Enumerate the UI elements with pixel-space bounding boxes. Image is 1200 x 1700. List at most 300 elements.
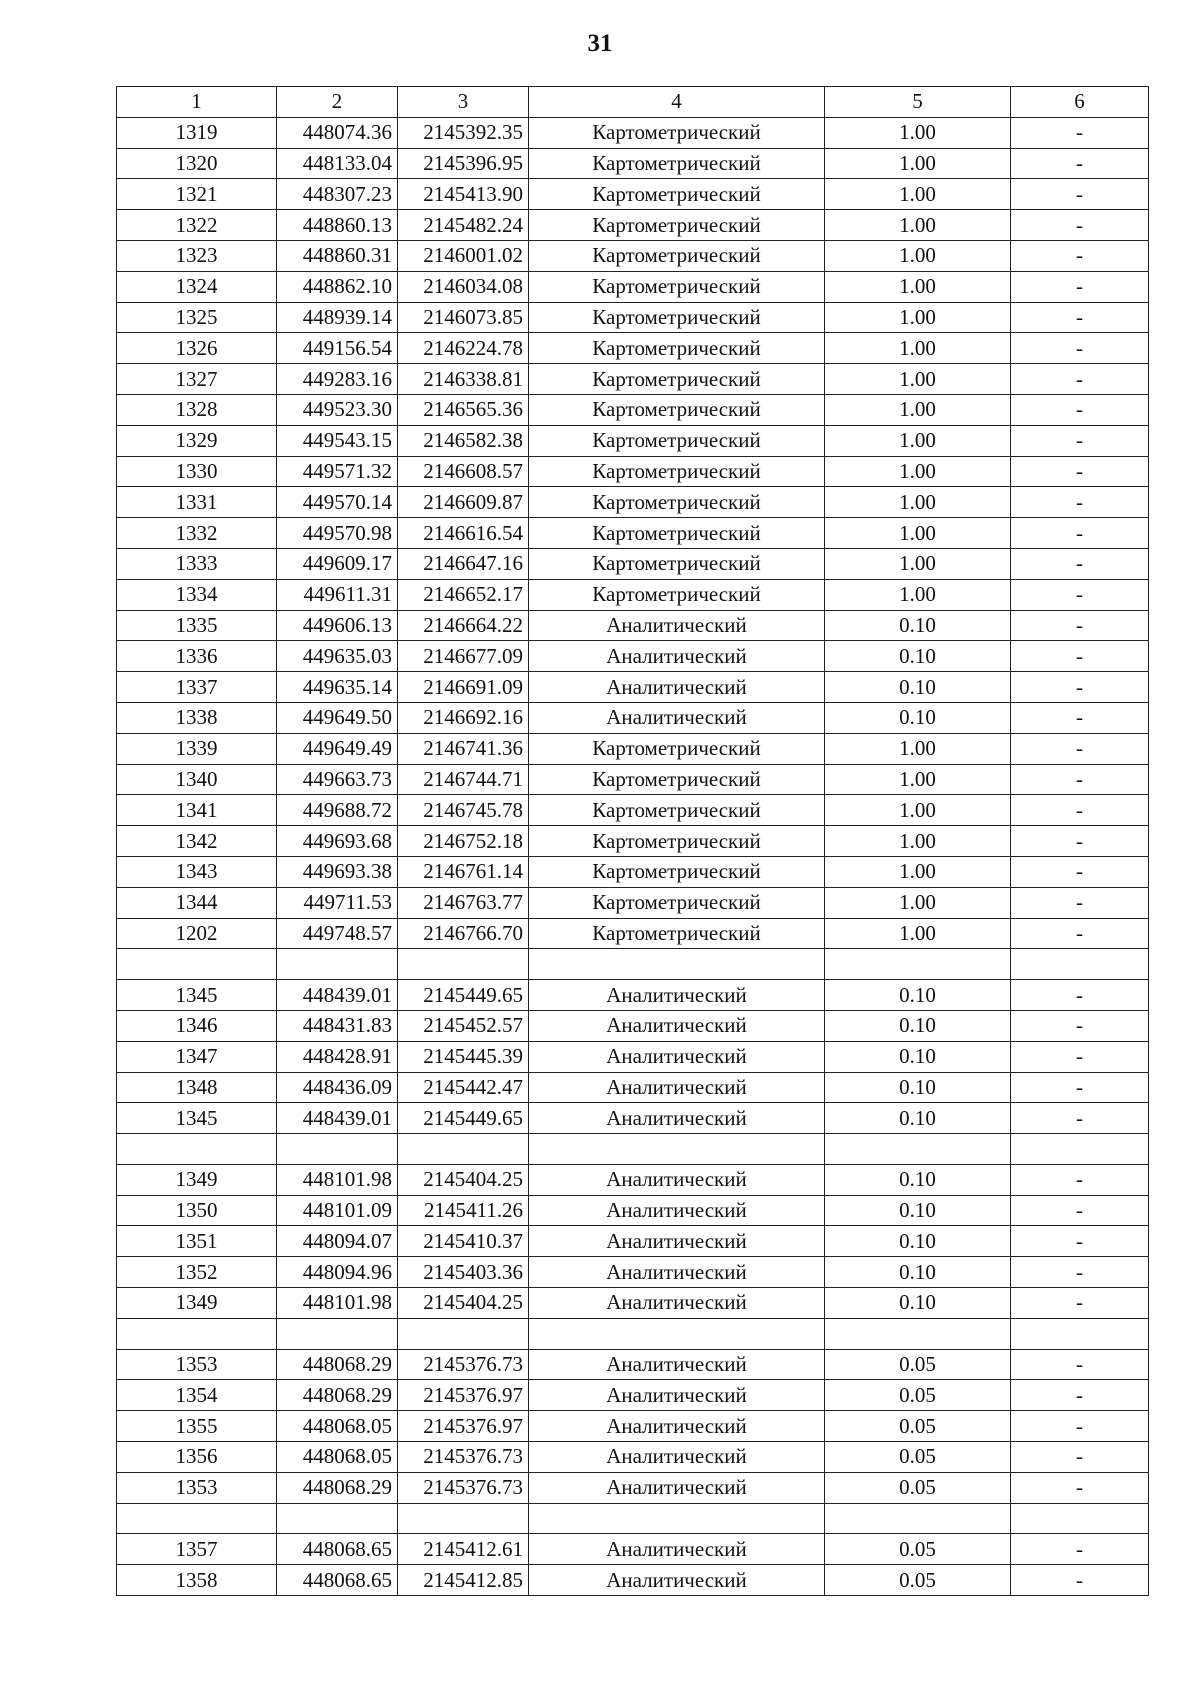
table-row	[117, 918, 1149, 949]
cell-point-number: 1202	[117, 918, 277, 949]
cell-point-number: 1348	[117, 1072, 277, 1103]
cell-method: Аналитический	[529, 1226, 825, 1257]
cell-note: -	[1011, 764, 1149, 795]
cell-y-coordinate: 2145412.61	[398, 1534, 529, 1565]
cell-method: Аналитический	[529, 1442, 825, 1473]
cell-point-number: 1335	[117, 610, 277, 641]
cell-y-coordinate: 2145445.39	[398, 1041, 529, 1072]
cell-point-number: 1349	[117, 1164, 277, 1195]
cell-method: Картометрический	[529, 456, 825, 487]
cell-method: Аналитический	[529, 1288, 825, 1319]
cell-point-number: 1336	[117, 641, 277, 672]
cell-y-coordinate: 2145376.97	[398, 1380, 529, 1411]
cell-method	[529, 1134, 825, 1165]
cell-accuracy: 1.00	[825, 456, 1011, 487]
cell-y-coordinate: 2146692.16	[398, 702, 529, 733]
cell-point-number: 1351	[117, 1226, 277, 1257]
cell-accuracy: 1.00	[825, 240, 1011, 271]
cell-x-coordinate: 448101.98	[277, 1164, 398, 1195]
cell-method: Картометрический	[529, 518, 825, 549]
cell-x-coordinate: 449748.57	[277, 918, 398, 949]
table-header	[117, 87, 1149, 118]
cell-accuracy: 0.05	[825, 1380, 1011, 1411]
cell-note: -	[1011, 148, 1149, 179]
cell-accuracy: 1.00	[825, 918, 1011, 949]
cell-x-coordinate: 449609.17	[277, 548, 398, 579]
cell-note: -	[1011, 240, 1149, 271]
cell-y-coordinate: 2145392.35	[398, 117, 529, 148]
cell-method: Картометрический	[529, 887, 825, 918]
cell-method: Картометрический	[529, 826, 825, 857]
cell-x-coordinate	[277, 1318, 398, 1349]
table-row	[117, 672, 1149, 703]
cell-y-coordinate	[398, 949, 529, 980]
cell-accuracy	[825, 1134, 1011, 1165]
cell-x-coordinate: 449571.32	[277, 456, 398, 487]
cell-method: Картометрический	[529, 302, 825, 333]
cell-accuracy: 0.05	[825, 1472, 1011, 1503]
cell-y-coordinate: 2146766.70	[398, 918, 529, 949]
table-row	[117, 394, 1149, 425]
cell-point-number: 1320	[117, 148, 277, 179]
cell-accuracy: 0.10	[825, 1010, 1011, 1041]
cell-x-coordinate: 448068.29	[277, 1349, 398, 1380]
cell-y-coordinate	[398, 1503, 529, 1534]
cell-accuracy: 1.00	[825, 733, 1011, 764]
cell-method: Картометрический	[529, 271, 825, 302]
cell-x-coordinate: 449156.54	[277, 333, 398, 364]
coordinates-table	[116, 86, 1149, 1596]
cell-x-coordinate: 448133.04	[277, 148, 398, 179]
cell-point-number: 1331	[117, 487, 277, 518]
cell-x-coordinate: 448101.09	[277, 1195, 398, 1226]
cell-method: Картометрический	[529, 425, 825, 456]
cell-accuracy: 0.10	[825, 1288, 1011, 1319]
cell-point-number: 1353	[117, 1349, 277, 1380]
table-row	[117, 764, 1149, 795]
cell-y-coordinate: 2146608.57	[398, 456, 529, 487]
cell-point-number: 1349	[117, 1288, 277, 1319]
cell-x-coordinate: 449635.03	[277, 641, 398, 672]
cell-note	[1011, 1134, 1149, 1165]
cell-x-coordinate: 448068.65	[277, 1534, 398, 1565]
cell-x-coordinate: 448307.23	[277, 179, 398, 210]
cell-method: Аналитический	[529, 1411, 825, 1442]
cell-point-number: 1329	[117, 425, 277, 456]
cell-x-coordinate: 449611.31	[277, 579, 398, 610]
cell-point-number	[117, 1318, 277, 1349]
cell-accuracy: 1.00	[825, 425, 1011, 456]
cell-y-coordinate: 2145404.25	[398, 1164, 529, 1195]
cell-method: Аналитический	[529, 1103, 825, 1134]
cell-point-number: 1339	[117, 733, 277, 764]
table-row	[117, 1072, 1149, 1103]
cell-x-coordinate: 449570.14	[277, 487, 398, 518]
table-row	[117, 1134, 1149, 1165]
table-row	[117, 1472, 1149, 1503]
cell-point-number: 1353	[117, 1472, 277, 1503]
table-row	[117, 1411, 1149, 1442]
cell-x-coordinate: 448439.01	[277, 1103, 398, 1134]
cell-note: -	[1011, 702, 1149, 733]
cell-x-coordinate: 449606.13	[277, 610, 398, 641]
cell-point-number: 1326	[117, 333, 277, 364]
cell-y-coordinate: 2145403.36	[398, 1257, 529, 1288]
cell-method: Картометрический	[529, 579, 825, 610]
cell-accuracy: 1.00	[825, 487, 1011, 518]
cell-y-coordinate: 2146616.54	[398, 518, 529, 549]
cell-method: Картометрический	[529, 210, 825, 241]
cell-method: Аналитический	[529, 610, 825, 641]
cell-y-coordinate: 2146565.36	[398, 394, 529, 425]
cell-method: Картометрический	[529, 856, 825, 887]
table-row	[117, 1318, 1149, 1349]
cell-point-number: 1319	[117, 117, 277, 148]
cell-y-coordinate: 2145410.37	[398, 1226, 529, 1257]
cell-x-coordinate	[277, 1503, 398, 1534]
cell-y-coordinate: 2146761.14	[398, 856, 529, 887]
cell-y-coordinate: 2145376.73	[398, 1472, 529, 1503]
cell-note: -	[1011, 394, 1149, 425]
header-cell-2: 2	[277, 87, 398, 118]
cell-note: -	[1011, 271, 1149, 302]
cell-note: -	[1011, 918, 1149, 949]
cell-method: Аналитический	[529, 1072, 825, 1103]
cell-x-coordinate: 448068.05	[277, 1411, 398, 1442]
cell-x-coordinate: 449693.38	[277, 856, 398, 887]
cell-method: Аналитический	[529, 1041, 825, 1072]
table-body	[117, 117, 1149, 1595]
cell-accuracy: 0.05	[825, 1411, 1011, 1442]
cell-y-coordinate: 2145482.24	[398, 210, 529, 241]
cell-point-number: 1341	[117, 795, 277, 826]
table-row	[117, 1257, 1149, 1288]
table-row	[117, 1534, 1149, 1565]
cell-method: Аналитический	[529, 1010, 825, 1041]
cell-note	[1011, 1503, 1149, 1534]
cell-method: Аналитический	[529, 1257, 825, 1288]
header-row	[117, 87, 1149, 118]
table-row	[117, 1226, 1149, 1257]
cell-accuracy: 1.00	[825, 887, 1011, 918]
cell-y-coordinate: 2146652.17	[398, 579, 529, 610]
cell-accuracy: 1.00	[825, 579, 1011, 610]
cell-method: Картометрический	[529, 240, 825, 271]
cell-y-coordinate: 2145396.95	[398, 148, 529, 179]
cell-note: -	[1011, 1288, 1149, 1319]
table-row	[117, 456, 1149, 487]
cell-x-coordinate: 449635.14	[277, 672, 398, 703]
cell-point-number	[117, 1134, 277, 1165]
cell-y-coordinate: 2146745.78	[398, 795, 529, 826]
cell-accuracy: 0.10	[825, 1257, 1011, 1288]
cell-method: Картометрический	[529, 733, 825, 764]
cell-method: Аналитический	[529, 1380, 825, 1411]
cell-x-coordinate: 448436.09	[277, 1072, 398, 1103]
cell-note: -	[1011, 733, 1149, 764]
cell-x-coordinate: 448439.01	[277, 980, 398, 1011]
cell-y-coordinate: 2146647.16	[398, 548, 529, 579]
cell-x-coordinate: 448094.07	[277, 1226, 398, 1257]
cell-method: Аналитический	[529, 702, 825, 733]
cell-y-coordinate: 2146001.02	[398, 240, 529, 271]
cell-method: Аналитический	[529, 641, 825, 672]
cell-method: Аналитический	[529, 1349, 825, 1380]
cell-note: -	[1011, 1257, 1149, 1288]
cell-y-coordinate: 2146664.22	[398, 610, 529, 641]
cell-x-coordinate	[277, 1134, 398, 1165]
cell-note: -	[1011, 1041, 1149, 1072]
cell-method	[529, 949, 825, 980]
cell-accuracy: 0.10	[825, 1195, 1011, 1226]
cell-note: -	[1011, 1226, 1149, 1257]
cell-method: Аналитический	[529, 1565, 825, 1596]
cell-note: -	[1011, 210, 1149, 241]
cell-note: -	[1011, 456, 1149, 487]
cell-point-number	[117, 949, 277, 980]
cell-point-number: 1350	[117, 1195, 277, 1226]
cell-y-coordinate: 2145412.85	[398, 1565, 529, 1596]
cell-method: Картометрический	[529, 795, 825, 826]
cell-note: -	[1011, 425, 1149, 456]
cell-y-coordinate: 2145376.73	[398, 1442, 529, 1473]
cell-note: -	[1011, 1442, 1149, 1473]
cell-accuracy: 0.10	[825, 610, 1011, 641]
cell-point-number: 1327	[117, 364, 277, 395]
cell-y-coordinate: 2146744.71	[398, 764, 529, 795]
cell-y-coordinate: 2145404.25	[398, 1288, 529, 1319]
cell-accuracy: 1.00	[825, 148, 1011, 179]
cell-point-number: 1354	[117, 1380, 277, 1411]
cell-point-number: 1352	[117, 1257, 277, 1288]
cell-x-coordinate: 449711.53	[277, 887, 398, 918]
cell-note: -	[1011, 1164, 1149, 1195]
cell-y-coordinate: 2146691.09	[398, 672, 529, 703]
cell-note: -	[1011, 1010, 1149, 1041]
table-row	[117, 518, 1149, 549]
cell-note: -	[1011, 1103, 1149, 1134]
table-row	[117, 733, 1149, 764]
cell-accuracy: 1.00	[825, 826, 1011, 857]
cell-note: -	[1011, 1565, 1149, 1596]
cell-accuracy: 0.10	[825, 980, 1011, 1011]
cell-accuracy: 1.00	[825, 364, 1011, 395]
cell-note: -	[1011, 672, 1149, 703]
cell-note	[1011, 1318, 1149, 1349]
cell-method: Аналитический	[529, 1195, 825, 1226]
cell-note: -	[1011, 610, 1149, 641]
cell-note: -	[1011, 487, 1149, 518]
table-row	[117, 117, 1149, 148]
cell-note: -	[1011, 333, 1149, 364]
cell-note: -	[1011, 980, 1149, 1011]
cell-y-coordinate: 2146677.09	[398, 641, 529, 672]
table-row	[117, 1010, 1149, 1041]
cell-y-coordinate: 2146609.87	[398, 487, 529, 518]
cell-accuracy: 0.10	[825, 1103, 1011, 1134]
cell-accuracy: 1.00	[825, 795, 1011, 826]
cell-note: -	[1011, 1380, 1149, 1411]
table-row	[117, 826, 1149, 857]
table-row	[117, 1164, 1149, 1195]
cell-y-coordinate: 2146741.36	[398, 733, 529, 764]
table-row	[117, 210, 1149, 241]
cell-y-coordinate: 2146034.08	[398, 271, 529, 302]
cell-accuracy: 0.05	[825, 1565, 1011, 1596]
cell-note: -	[1011, 1472, 1149, 1503]
cell-accuracy: 0.10	[825, 702, 1011, 733]
cell-accuracy	[825, 1318, 1011, 1349]
table-row	[117, 1103, 1149, 1134]
cell-point-number: 1340	[117, 764, 277, 795]
cell-method: Картометрический	[529, 918, 825, 949]
cell-method: Картометрический	[529, 364, 825, 395]
cell-point-number: 1344	[117, 887, 277, 918]
table-row	[117, 1503, 1149, 1534]
cell-point-number: 1334	[117, 579, 277, 610]
cell-note: -	[1011, 1534, 1149, 1565]
cell-point-number: 1357	[117, 1534, 277, 1565]
cell-note: -	[1011, 302, 1149, 333]
cell-method: Картометрический	[529, 764, 825, 795]
cell-method: Картометрический	[529, 179, 825, 210]
cell-y-coordinate	[398, 1318, 529, 1349]
cell-y-coordinate: 2145376.97	[398, 1411, 529, 1442]
table-row	[117, 795, 1149, 826]
cell-point-number: 1345	[117, 1103, 277, 1134]
cell-point-number: 1330	[117, 456, 277, 487]
cell-x-coordinate: 449649.49	[277, 733, 398, 764]
table-row	[117, 949, 1149, 980]
cell-note: -	[1011, 518, 1149, 549]
table-row	[117, 641, 1149, 672]
cell-accuracy: 1.00	[825, 210, 1011, 241]
cell-y-coordinate: 2145442.47	[398, 1072, 529, 1103]
cell-accuracy: 1.00	[825, 548, 1011, 579]
cell-y-coordinate: 2146752.18	[398, 826, 529, 857]
table-row	[117, 1349, 1149, 1380]
cell-point-number: 1358	[117, 1565, 277, 1596]
cell-accuracy: 0.05	[825, 1442, 1011, 1473]
cell-method: Картометрический	[529, 148, 825, 179]
table-row	[117, 579, 1149, 610]
table-row	[117, 1041, 1149, 1072]
cell-accuracy: 0.05	[825, 1349, 1011, 1380]
cell-accuracy: 0.10	[825, 1041, 1011, 1072]
cell-note	[1011, 949, 1149, 980]
cell-method: Аналитический	[529, 1164, 825, 1195]
cell-point-number: 1324	[117, 271, 277, 302]
cell-y-coordinate: 2145376.73	[398, 1349, 529, 1380]
cell-note: -	[1011, 1195, 1149, 1226]
cell-x-coordinate: 448860.13	[277, 210, 398, 241]
cell-y-coordinate: 2146338.81	[398, 364, 529, 395]
cell-x-coordinate: 449693.68	[277, 826, 398, 857]
table-row	[117, 1380, 1149, 1411]
cell-method: Картометрический	[529, 117, 825, 148]
cell-point-number: 1355	[117, 1411, 277, 1442]
table-row	[117, 1442, 1149, 1473]
cell-method: Картометрический	[529, 548, 825, 579]
header-cell-3: 3	[398, 87, 529, 118]
cell-method: Аналитический	[529, 1472, 825, 1503]
cell-method: Аналитический	[529, 980, 825, 1011]
table-row	[117, 487, 1149, 518]
cell-accuracy	[825, 1503, 1011, 1534]
cell-note: -	[1011, 887, 1149, 918]
cell-accuracy: 1.00	[825, 271, 1011, 302]
cell-note: -	[1011, 826, 1149, 857]
cell-x-coordinate: 448094.96	[277, 1257, 398, 1288]
cell-point-number: 1346	[117, 1010, 277, 1041]
table-row	[117, 364, 1149, 395]
table-row	[117, 1288, 1149, 1319]
cell-y-coordinate: 2145449.65	[398, 980, 529, 1011]
cell-point-number: 1333	[117, 548, 277, 579]
cell-y-coordinate: 2146763.77	[398, 887, 529, 918]
cell-note: -	[1011, 579, 1149, 610]
cell-note: -	[1011, 364, 1149, 395]
cell-point-number: 1332	[117, 518, 277, 549]
cell-note: -	[1011, 1072, 1149, 1103]
cell-method: Картометрический	[529, 394, 825, 425]
header-cell-4: 4	[529, 87, 825, 118]
cell-x-coordinate: 448939.14	[277, 302, 398, 333]
cell-x-coordinate: 449688.72	[277, 795, 398, 826]
cell-method: Аналитический	[529, 1534, 825, 1565]
cell-accuracy: 0.10	[825, 672, 1011, 703]
cell-point-number: 1338	[117, 702, 277, 733]
cell-x-coordinate: 448860.31	[277, 240, 398, 271]
cell-method: Картометрический	[529, 487, 825, 518]
table-row	[117, 425, 1149, 456]
table-row	[117, 333, 1149, 364]
cell-x-coordinate: 448074.36	[277, 117, 398, 148]
cell-accuracy: 0.10	[825, 1164, 1011, 1195]
table-row	[117, 148, 1149, 179]
cell-x-coordinate: 449663.73	[277, 764, 398, 795]
cell-x-coordinate: 448431.83	[277, 1010, 398, 1041]
cell-accuracy: 1.00	[825, 333, 1011, 364]
cell-x-coordinate: 448428.91	[277, 1041, 398, 1072]
cell-y-coordinate: 2145452.57	[398, 1010, 529, 1041]
cell-y-coordinate	[398, 1134, 529, 1165]
cell-y-coordinate: 2145411.26	[398, 1195, 529, 1226]
cell-point-number: 1323	[117, 240, 277, 271]
cell-x-coordinate: 448101.98	[277, 1288, 398, 1319]
page-number: 31	[587, 30, 613, 57]
table-row	[117, 179, 1149, 210]
table-row	[117, 1195, 1149, 1226]
cell-y-coordinate: 2146224.78	[398, 333, 529, 364]
cell-accuracy: 1.00	[825, 302, 1011, 333]
cell-accuracy: 1.00	[825, 117, 1011, 148]
cell-note: -	[1011, 1349, 1149, 1380]
header-cell-1: 1	[117, 87, 277, 118]
cell-point-number: 1322	[117, 210, 277, 241]
cell-point-number: 1345	[117, 980, 277, 1011]
cell-accuracy: 0.10	[825, 1226, 1011, 1257]
table-row	[117, 548, 1149, 579]
cell-point-number: 1342	[117, 826, 277, 857]
cell-note: -	[1011, 179, 1149, 210]
table-row	[117, 887, 1149, 918]
cell-accuracy: 1.00	[825, 394, 1011, 425]
table-row	[117, 240, 1149, 271]
cell-x-coordinate: 449570.98	[277, 518, 398, 549]
table-row	[117, 1565, 1149, 1596]
cell-note: -	[1011, 117, 1149, 148]
